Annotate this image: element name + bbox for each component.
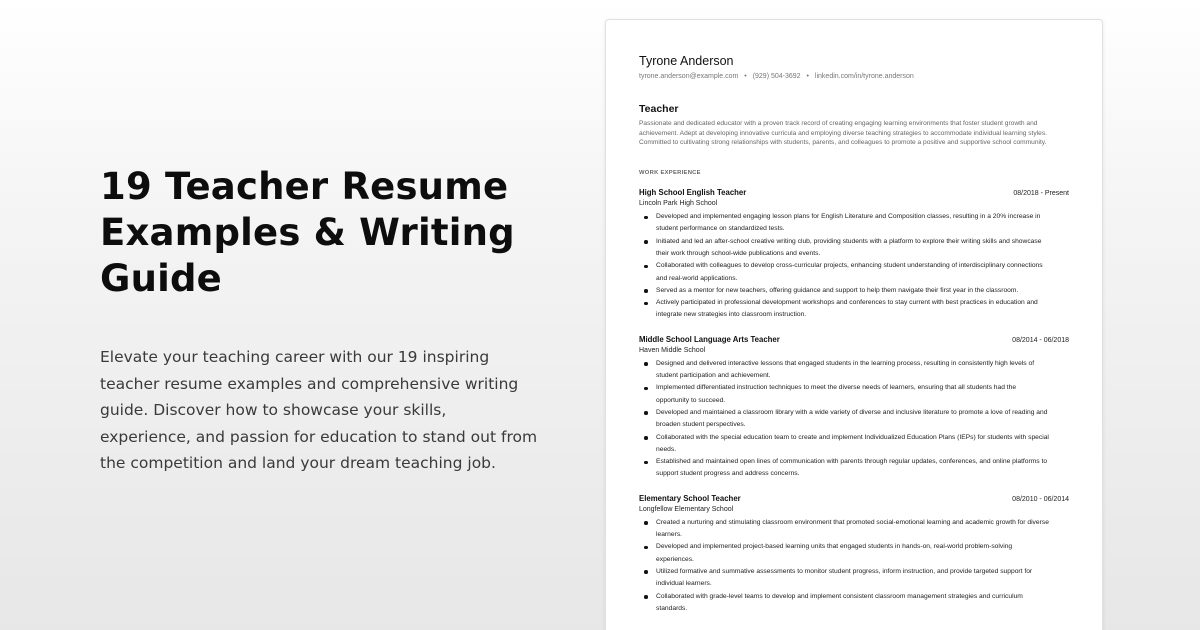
section-heading-work-experience: WORK EXPERIENCE bbox=[639, 170, 701, 177]
job-bullet: Collaborated with colleagues to develop cross-curricular projects, enhancing student understanding of interdisciplinary connections and real-world applications. bbox=[656, 260, 1051, 285]
job-entry bbox=[639, 334, 1069, 481]
job-bullet: Created a nurturing and stimulating classroom environment that promoted social-emotional learning and academic growth for diverse learners. bbox=[656, 517, 1051, 542]
job-bullet: Designed and delivered interactive lessons that engaged students in the learning process, resulting in consistently high levels of student participation and achievement. bbox=[656, 358, 1051, 383]
job-bullet: Collaborated with grade-level teams to develop and implement consistent classroom management strategies and curriculum standards. bbox=[656, 591, 1051, 616]
job-dates: 08/2010 - 06/2014 bbox=[1012, 495, 1069, 503]
job-title: High School English Teacher bbox=[639, 188, 747, 198]
job-bullet: Developed and implemented project-based learning units that engaged students in hands-on, real-world problem-solving experiences. bbox=[656, 541, 1051, 566]
job-title: Middle School Language Arts Teacher bbox=[639, 334, 780, 344]
job-company: Lincoln Park High School bbox=[639, 200, 718, 208]
job-header bbox=[639, 493, 1069, 505]
job-title: Elementary School Teacher bbox=[639, 493, 741, 503]
resume-preview bbox=[605, 19, 1103, 630]
job-bullet-list bbox=[639, 358, 1051, 481]
job-dates: 08/2018 - Present bbox=[1013, 190, 1069, 198]
resume-contact-line bbox=[639, 72, 1069, 81]
job-header bbox=[639, 334, 1069, 346]
contact-separator: • bbox=[806, 73, 809, 80]
resume-name: Tyrone Anderson bbox=[639, 54, 734, 68]
job-company: Longfellow Elementary School bbox=[639, 505, 734, 513]
job-bullet-list bbox=[639, 211, 1051, 322]
job-dates: 08/2014 - 06/2018 bbox=[1012, 336, 1069, 344]
job-bullet-list bbox=[639, 517, 1051, 615]
resume-linkedin: linkedin.com/in/tyrone.anderson bbox=[814, 73, 914, 80]
job-bullet: Utilized formative and summative assessments to monitor student progress, inform instruction, and provide targeted support for individual learners. bbox=[656, 566, 1051, 591]
job-bullet: Developed and implemented engaging lesson plans for English Literature and Composition classes, resulting in a 20% increase in student performance on standardized tests. bbox=[656, 211, 1051, 236]
resume-email: tyrone.anderson@example.com bbox=[639, 73, 739, 80]
job-bullet: Collaborated with the special education team to create and implement Individualized Education Plans (IEPs) for students with special needs. bbox=[656, 432, 1051, 457]
contact-separator: • bbox=[744, 73, 747, 80]
work-experience-list bbox=[639, 187, 1069, 615]
hero-section bbox=[100, 164, 540, 492]
resume-headline: Teacher bbox=[639, 103, 679, 115]
page-description: Elevate your teaching career with our 19 inspiring teacher resume examples and comprehensive writing guide. Discover how to showcase your skills, experience, and passion for education to stand out from the competition and land your dream teaching job. bbox=[100, 348, 538, 472]
resume-phone: (929) 504-3692 bbox=[752, 73, 801, 80]
job-bullet: Initiated and led an after-school creative writing club, providing students with a platform to explore their writing skills and showcase their work through school-wide publications and events. bbox=[656, 236, 1051, 261]
page-title: 19 Teacher Resume Examples & Writing Guide bbox=[100, 165, 515, 300]
job-bullet: Established and maintained open lines of communication with parents through regular updates, conferences, and online platforms to support student progress and address concerns. bbox=[656, 456, 1051, 481]
job-entry bbox=[639, 493, 1069, 615]
job-bullet: Actively participated in professional development workshops and conferences to stay current with best practices in education and integrate new strategies into classroom instruction. bbox=[656, 297, 1051, 322]
job-entry bbox=[639, 187, 1069, 322]
job-bullet: Served as a mentor for new teachers, offering guidance and support to help them navigate their first year in the classroom. bbox=[656, 285, 1051, 297]
resume-summary: Passionate and dedicated educator with a proven track record of creating engaging learning environments that foster student growth and achievement. Adept at developing innovative curricula and employing diverse teaching strategies to accommodate individual learning styles. Committed to cultivating strong relationships with students, parents, and colleagues to promote a positive and supportive school community. bbox=[639, 120, 1047, 147]
job-company: Haven Middle School bbox=[639, 346, 706, 354]
job-header bbox=[639, 187, 1069, 199]
job-bullet: Developed and maintained a classroom library with a wide variety of diverse and inclusive literature to promote a love of reading and broaden student perspectives. bbox=[656, 407, 1051, 432]
job-bullet: Implemented differentiated instruction techniques to meet the diverse needs of learners, ensuring that all students had the opportunity to succeed. bbox=[656, 382, 1051, 407]
